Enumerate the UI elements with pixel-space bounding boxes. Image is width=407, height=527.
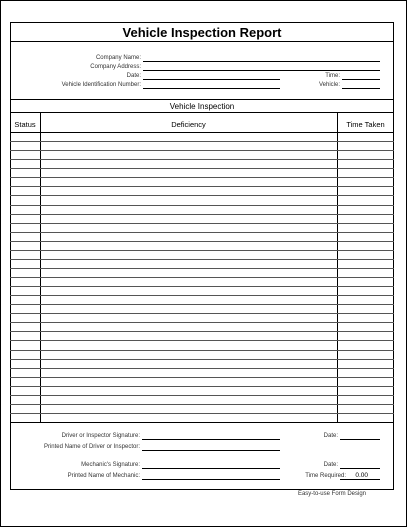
mechanic-printed-name-label: Printed Name of Mechanic: [67,473,140,479]
table-row-line [10,168,394,169]
table-row-line [10,395,394,396]
mechanic-signature-field[interactable] [142,468,280,469]
driver-signature-label: Driver or Inspector Signature: [61,433,140,439]
company-address-label: Company Address: [90,64,141,70]
date-label: Date: [126,73,141,79]
time-required-label: Time Required: [305,473,346,479]
driver-date-field[interactable] [340,439,380,440]
table-row-line [10,322,394,323]
driver-printed-name-field[interactable] [142,450,280,451]
table-row-line [10,223,394,224]
table-row-line [10,159,394,160]
driver-printed-name-label: Printed Name of Driver or Inspector: [43,444,140,450]
mechanic-date-field[interactable] [340,468,380,469]
table-row-line [10,304,394,305]
table-row-line [10,250,394,251]
table-row-line [10,150,394,151]
table-row-line [10,214,394,215]
table-row-line [10,286,394,287]
table-row-line [10,241,394,242]
vin-field[interactable] [143,88,280,89]
vehicle-field[interactable] [342,88,380,89]
time-required-field[interactable] [340,479,380,480]
company-name-label: Company Name: [95,55,141,61]
time-label: Time: [325,73,340,79]
table-row-line [10,259,394,260]
table-row-line [10,377,394,378]
table-row-line [10,277,394,278]
table-row-line [10,331,394,332]
table-row-line [10,205,394,206]
table-bottom-border [10,422,394,423]
mechanic-printed-name-field[interactable] [142,479,280,480]
table-row-line [10,359,394,360]
table-row-line [10,295,394,296]
vin-label: Vehicle Identification Number: [61,82,141,88]
time-required-value: 0.00 [355,472,368,479]
table-row-line [10,313,394,314]
column-header-status: Status [14,120,36,129]
table-row-line [10,404,394,405]
section-title: Vehicle Inspection [10,99,394,113]
footer-note: Easy-to-use Form Design [297,491,366,497]
mechanic-signature-label: Mechanic's Signature: [81,462,140,468]
table-row-line [10,368,394,369]
column-header-time-taken: Time Taken [346,120,385,129]
company-name-field[interactable] [143,61,380,62]
vehicle-label: Vehicle: [318,82,340,88]
column-header-deficiency: Deficiency [171,120,206,129]
company-address-field[interactable] [143,70,380,71]
table-row-line [10,413,394,414]
table-row-line [10,195,394,196]
mechanic-date-label: Date: [323,462,338,468]
date-field[interactable] [143,79,280,80]
form-title: Vehicle Inspection Report [10,23,394,42]
table-row-line [10,350,394,351]
table-row-line [10,186,394,187]
table-row-line [10,268,394,269]
time-field[interactable] [342,79,380,80]
table-row-line [10,141,394,142]
table-row-line [10,340,394,341]
driver-date-label: Date: [323,433,338,439]
driver-signature-field[interactable] [142,439,280,440]
table-row-line [10,177,394,178]
table-row-line [10,232,394,233]
table-row-line [10,386,394,387]
